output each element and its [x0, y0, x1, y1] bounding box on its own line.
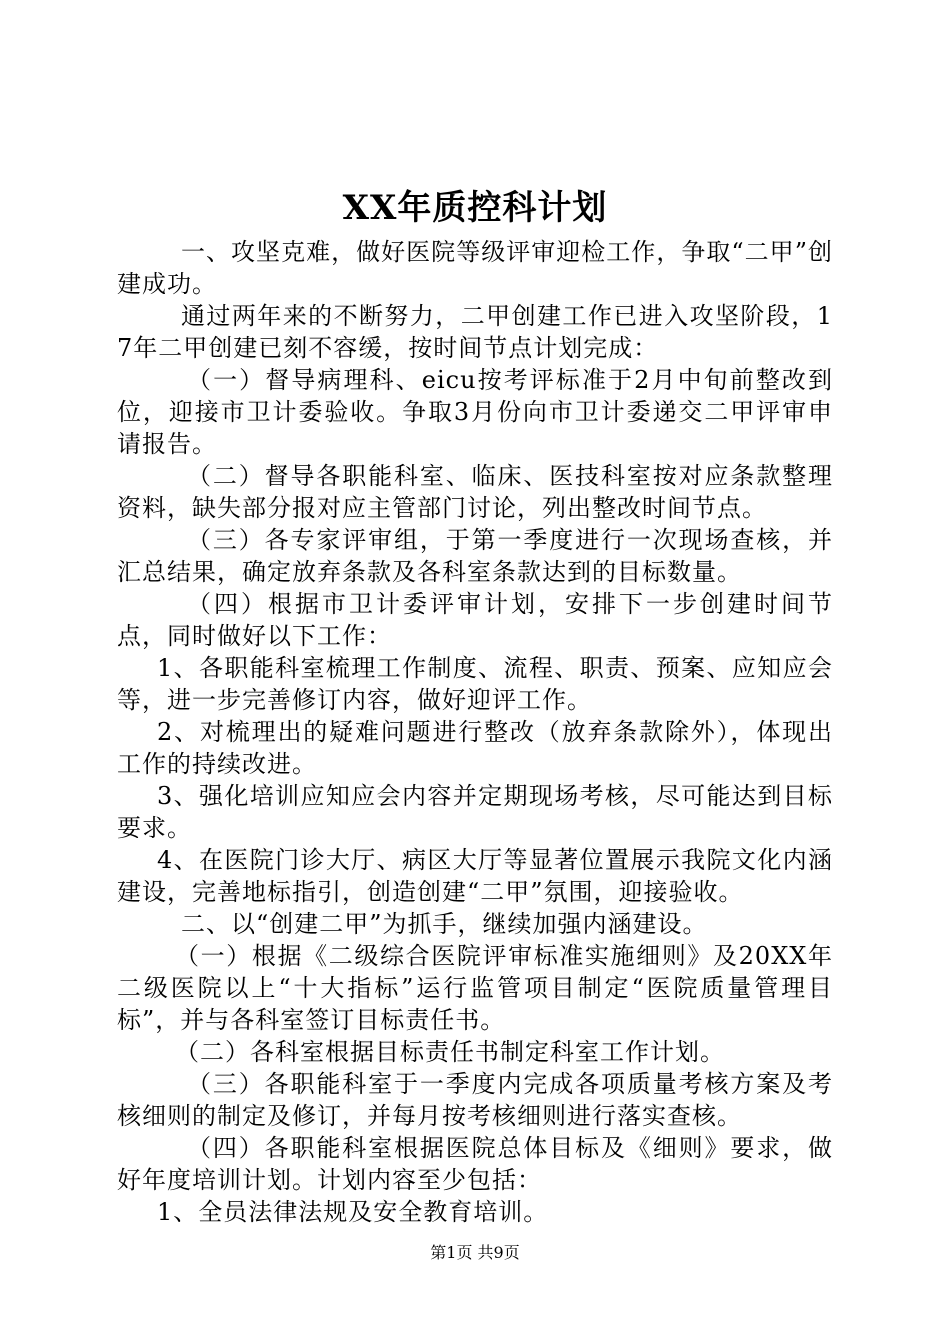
document-title: XX年质控科计划: [342, 188, 608, 228]
paragraph: （三）各职能科室于一季度内完成各项质量考核方案及考核细则的制定及修订，并每月按考核细则进行落实查核。: [117, 1070, 833, 1130]
paragraph: 1、各职能科室梳理工作制度、流程、职责、预案、应知应会等，进一步完善修订内容，做好迎评工作。: [117, 654, 833, 714]
paragraph: 3、强化培训应知应会内容并定期现场考核，尽可能达到目标要求。: [117, 782, 833, 842]
paragraph: 二、以“创建二甲”为抓手，继续加强内涵建设。: [181, 910, 708, 938]
paragraph: （四）根据市卫计委评审计划，安排下一步创建时间节点，同时做好以下工作：: [117, 590, 833, 650]
paragraph: （一）根据《二级综合医院评审标准实施细则》及20XX年二级医院以上“十大指标”运行监管项目制定“医院质量管理目标”，并与各科室签订目标责任书。: [117, 942, 833, 1034]
paragraph: （一）督导病理科、eicu按考评标准于2月中旬前整改到位，迎接市卫计委验收。争取3月份向市卫计委递交二甲评审申请报告。: [117, 366, 833, 458]
paragraph: （四）各职能科室根据医院总体目标及《细则》要求，做好年度培训计划。计划内容至少包括：: [117, 1134, 833, 1194]
paragraph: 通过两年来的不断努力，二甲创建工作已进入攻坚阶段，17年二甲创建已刻不容缓，按时间节点计划完成：: [117, 302, 833, 362]
paragraph: （二）各科室根据目标责任书制定科室工作计划。: [175, 1038, 725, 1066]
document-body: [117, 236, 833, 1228]
paragraph: 1、全员法律法规及安全教育培训。: [157, 1198, 549, 1226]
page-footer: 第1页 共9页: [430, 1243, 520, 1262]
paragraph: 2、对梳理出的疑难问题进行整改（放弃条款除外），体现出工作的持续改进。: [117, 718, 833, 778]
paragraph: 4、在医院门诊大厅、病区大厅等显著位置展示我院文化内涵建设，完善地标指引，创造创建“二甲”氛围，迎接验收。: [117, 846, 833, 906]
paragraph: 一、攻坚克难，做好医院等级评审迎检工作，争取“二甲”创建成功。: [117, 238, 833, 298]
paragraph: （二）督导各职能科室、临床、医技科室按对应条款整理资料，缺失部分报对应主管部门讨论，列出整改时间节点。: [117, 462, 833, 522]
paragraph: （三）各专家评审组，于第一季度进行一次现场查核，并汇总结果，确定放弃条款及各科室条款达到的目标数量。: [117, 526, 833, 586]
